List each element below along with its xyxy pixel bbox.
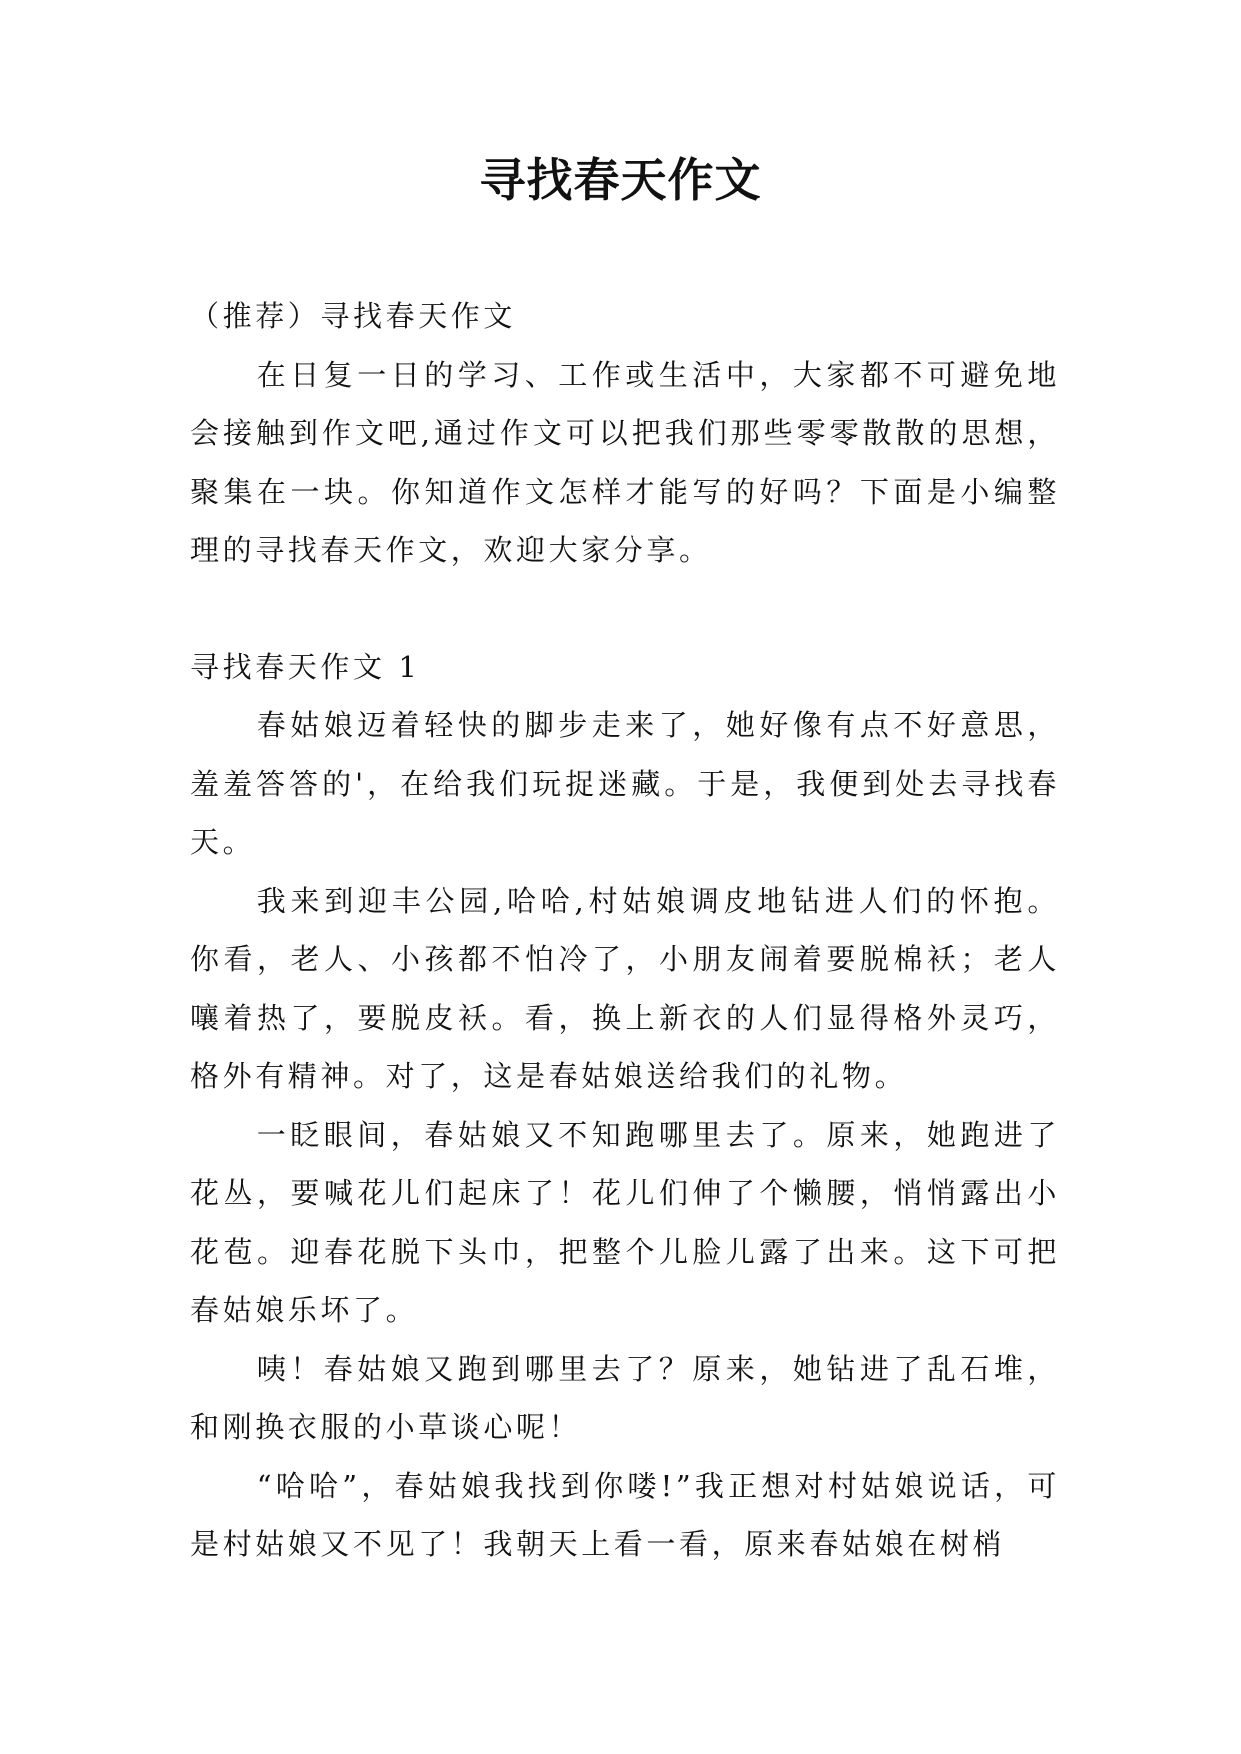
section-heading: 寻找春天作文 1 (190, 649, 421, 684)
document-subtitle: （推荐）寻找春天作文 (190, 299, 517, 333)
body-paragraph-3: 一眨眼间，春姑娘又不知跑哪里去了。原来，她跑进了花丛，要喊花儿们起床了！花儿们伸了个懒腰，悄悄露出小花苞。迎春花脱下头巾，把整个儿脸儿露了出来。这下可把春姑娘乐坏了。 (190, 1117, 1060, 1327)
document-title: 寻找春天作文 (479, 153, 762, 207)
body-paragraph-4: 咦！春姑娘又跑到哪里去了？原来，她钻进了乱石堆，和刚换衣服的小草谈心呢！ (190, 1351, 1060, 1444)
intro-paragraph: 在日复一日的学习、工作或生活中，大家都不可避免地会接触到作文吧,通过作文可以把我们那些零零散散的思想，聚集在一块。你知道作文怎样才能写的好吗？下面是小编整理的寻找春天作文，欢迎大家分享。 (190, 357, 1060, 567)
body-paragraph-2: 我来到迎丰公园,哈哈,村姑娘调皮地钻进人们的怀抱。你看，老人、小孩都不怕冷了，小朋友闹着要脱棉袄；老人嚷着热了，要脱皮袄。看，换上新衣的人们显得格外灵巧，格外有精神。对了，这是春姑娘送给我们的礼物。 (190, 883, 1060, 1093)
body-paragraph-5: “哈哈”，春姑娘我找到你喽!”我正想对村姑娘说话，可是村姑娘又不见了！我朝天上看一看，原来春姑娘在树梢 (190, 1468, 1060, 1561)
body-paragraph-1: 春姑娘迈着轻快的脚步走来了，她好像有点不好意思，羞羞答答的'，在给我们玩捉迷藏。于是，我便到处去寻找春天。 (190, 708, 1060, 859)
document-body (190, 287, 1060, 1574)
